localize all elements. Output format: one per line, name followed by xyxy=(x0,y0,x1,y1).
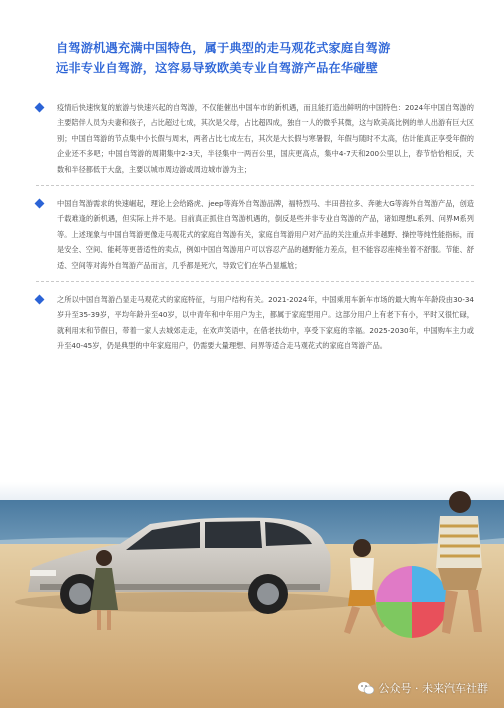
watermark-text: 公众号 · 未来汽车社群 xyxy=(378,682,488,695)
paragraph-text-3: 之所以中国自驾游凸显走马观花式的家庭特征，与用户结构有关。2021-2024年，中国乘用车新车市场的最大购车年龄段由30-34岁升至35-39岁，平均年龄升至40岁，以中青年和中年用户为主，都属于家庭型用户。这部分用户上有老下有小，平时又很忙碌，就利用末和节假日，带着一家人去城郊走走，在欢声笑语中，在借老扶幼中，享受下家庭的幸福。2025-2030年，中国购车主力或升至40-45岁，仍是典型的中年家庭用户，仍需要大量理想、问界等适合走马观花式的家庭自驾游产品。 xyxy=(57,295,474,351)
paragraph-text-1: 疫情后快速恢复的旅游与快速兴起的自驾游，不仅能催出中国车市的新机遇，而且能打造出鲜明的中国特色：2024年中国自驾游的主要陪伴人员为夫妻和孩子，占比超过七成，其次是父母，占比超四成，独自一人的微乎其微，这与欧美高比例的单人出游有巨大区别；中国自驾游的节点集中小长假与周末，两者占比七成左右，其次是大长假与寒暑假，年假与随时不太高，估计能真正享受年假的企业还不多吧；中国自驾游的周期集中2-3天，半径集中一两百公里，国庆更高点，集中4-7天和200公里以上，春节恰恰相反，天数和半径都低于大盘，主要以城市周边游或周边城市游为主； xyxy=(57,103,474,174)
title-line-2: 远非专业自驾游，这容易导致欧美专业自驾游产品在华碰壁 xyxy=(56,61,379,75)
beach-ball xyxy=(376,566,448,638)
dashed-divider xyxy=(36,281,474,282)
bullet-paragraph-2 xyxy=(36,196,474,273)
paragraph-text-2: 中国自驾游需求的快速崛起，理论上会给路虎、jeep等海外自驾游品牌，福特烈马、丰田普拉多、奔驰大G等海外自驾游产品，创造千载难逢的新机遇，但实际上并不是。目前真正抓住自驾游机遇的，倒反是些并非专业自驾游的产品，诸如理想L系列、问界M系列等。上述现象与中国自驾游更像走马观花式的家庭自驾游有关，家庭自驾游用户对产品的关注重点并非越野、操控等纯性能指标，而是安全、空间、能耗等更普适性的卖点，例如中国自驾游用户可以容忍产品的越野能力差点，但不能容忍座椅坐着不舒服。节能、舒适、空间等对海外自驾游产品而言，几乎都是死穴，导致它们在华凸显尴尬； xyxy=(57,199,474,270)
bullet-paragraph-1 xyxy=(36,100,474,177)
wechat-icon xyxy=(358,681,374,695)
dashed-divider xyxy=(36,185,474,186)
diamond-bullet-icon xyxy=(35,295,45,305)
beach-family-photo xyxy=(0,482,504,708)
bullet-list xyxy=(36,100,474,354)
page-title xyxy=(56,38,476,78)
diamond-bullet-icon xyxy=(35,199,45,209)
watermark xyxy=(358,680,489,696)
bullet-paragraph-3 xyxy=(36,292,474,354)
title-line-1: 自驾游机遇充满中国特色，属于典型的走马观花式家庭自驾游 xyxy=(56,41,391,55)
diamond-bullet-icon xyxy=(35,103,45,113)
